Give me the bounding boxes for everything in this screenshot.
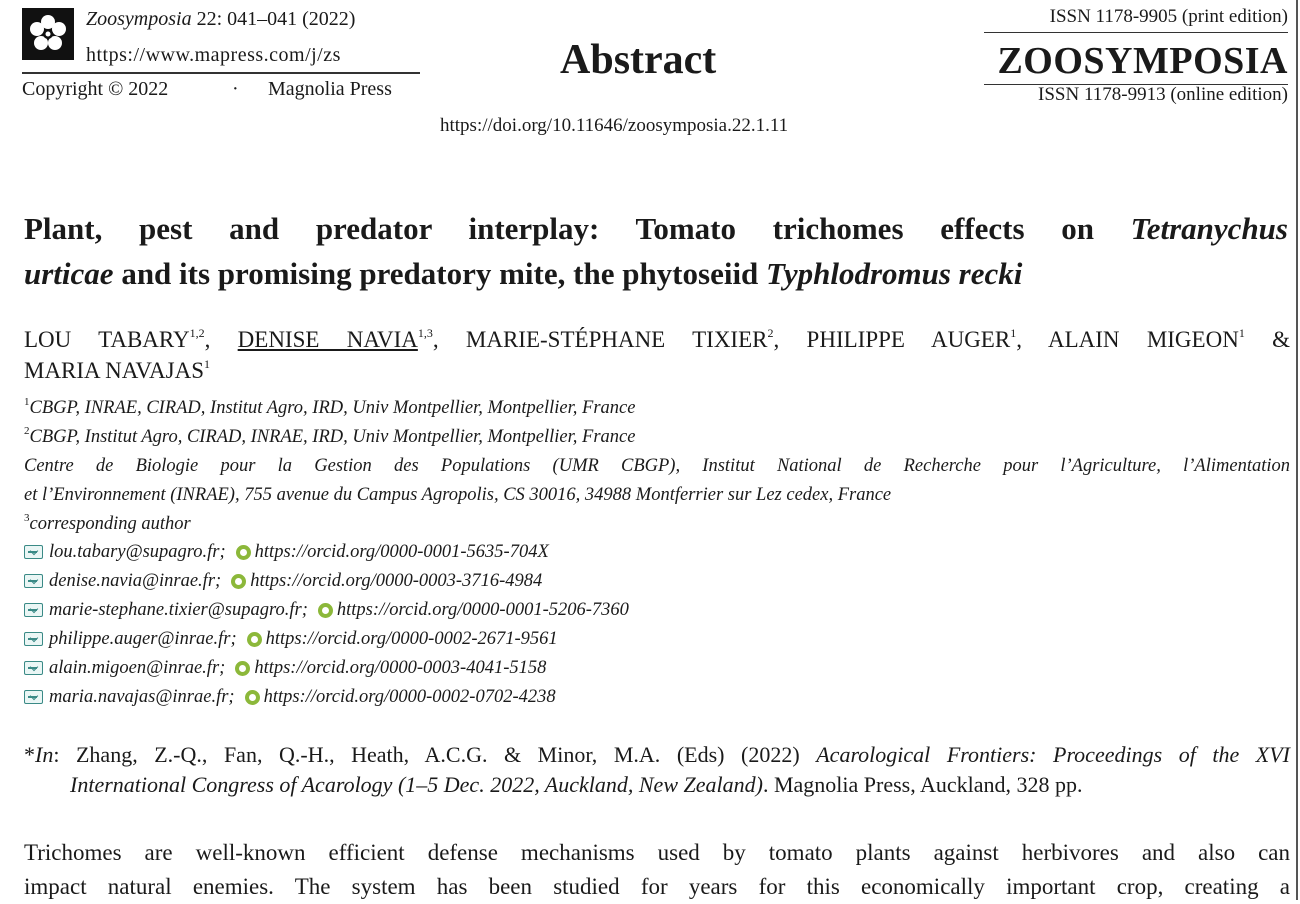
author-list (24, 324, 1290, 386)
issn-divider-top (984, 32, 1288, 33)
author-affiliation-mark: 1 (1010, 326, 1017, 340)
citation-book-title: Acarological Frontiers: Proceedings of the XVI (816, 742, 1290, 767)
author-separator: , (1016, 327, 1048, 352)
affiliation-mark: 1 (24, 396, 30, 408)
email-icon (24, 632, 43, 646)
title-species-3: Typhlodromus recki (766, 256, 1023, 291)
abstract-line: Trichomes are well-known efficient defense mechanisms used by tomato plants against herbivores and also can (24, 840, 1290, 865)
author-name: PHILIPPE AUGER (806, 327, 1011, 352)
flower-icon (22, 8, 74, 60)
orcid-link[interactable]: https://orcid.org/0000-0001-5206-7360 (336, 599, 629, 620)
header-divider (22, 72, 420, 74)
journal-brand: ZOOSYMPOSIA (997, 40, 1288, 82)
contact-row (24, 656, 546, 680)
orcid-link[interactable]: https://orcid.org/0000-0002-2671-9561 (265, 628, 558, 649)
citation-book-title-cont: International Congress of Acarology (1–5 Dec. 2022, Auckland, New Zealand) (70, 772, 763, 797)
citation-in-label: In (35, 742, 54, 767)
author-name: MARIE-STÉPHANE TIXIER (465, 327, 768, 352)
title-text-2: and its promising predatory mite, the phytoseiid (113, 256, 767, 291)
title-text-1: Plant, pest and predator interplay: Tomato trichomes effects on (24, 211, 1131, 246)
citation-prefix: * (24, 742, 35, 767)
section-label: Abstract (560, 37, 717, 83)
corresponding-text: corresponding author (29, 514, 191, 534)
citation-editors: : Zhang, Z.-Q., Fan, Q.-H., Heath, A.C.G. & Minor, M.A. (Eds) (2022) (53, 742, 817, 767)
email-icon (24, 690, 43, 704)
title-species-2: urticae (24, 256, 114, 291)
publisher-name: Magnolia Press (268, 78, 392, 100)
author-name: ALAIN MIGEON (1047, 327, 1239, 352)
email-link[interactable]: philippe.auger@inrae.fr; (49, 628, 237, 649)
author-separator: , (204, 327, 238, 352)
proceedings-citation-line2 (70, 772, 1083, 798)
author-separator: , (432, 327, 466, 352)
author-separator: , (773, 327, 807, 352)
affiliation-text: CBGP, INRAE, CIRAD, Institut Agro, IRD, Univ Montpellier, Montpellier, France (29, 398, 636, 418)
contact-row (24, 569, 542, 593)
page-edge (1296, 0, 1298, 900)
article-title (24, 206, 1288, 296)
contact-row (24, 598, 629, 622)
contact-row (24, 627, 558, 651)
journal-volume: 22: 041–041 (2022) (191, 8, 356, 30)
affiliation-2 (24, 423, 635, 452)
title-species-1: Tetranychus (1130, 211, 1288, 246)
abstract-line: impact natural enemies. The system has been studied for years for this economically important crop, creating a (24, 874, 1290, 899)
orcid-icon (318, 603, 333, 618)
header-separator: · (232, 78, 239, 100)
affiliation-text: CBGP, Institut Agro, CIRAD, INRAE, IRD, Univ Montpellier, Montpellier, France (29, 427, 636, 447)
issn-online: ISSN 1178-9913 (online edition) (1038, 84, 1288, 105)
abstract-body (24, 836, 1290, 904)
contact-row (24, 685, 556, 709)
affiliation-1 (24, 394, 635, 423)
author-separator: & (1244, 327, 1290, 352)
contact-row (24, 540, 549, 564)
orcid-link[interactable]: https://orcid.org/0000-0001-5635-704X (254, 541, 549, 562)
orcid-icon (245, 690, 260, 705)
journal-citation (86, 8, 355, 31)
author-name: MARIA NAVAJAS (24, 358, 205, 383)
corresponding-note (24, 510, 191, 539)
email-link[interactable]: lou.tabary@supagro.fr; (49, 541, 226, 562)
email-icon (24, 603, 43, 617)
orcid-icon (247, 632, 262, 647)
citation-publisher: . Magnolia Press, Auckland, 328 pp. (762, 772, 1083, 797)
orcid-icon (235, 661, 250, 676)
author-name-corresponding: DENISE NAVIA (237, 327, 418, 352)
copyright-text: Copyright © 2022 (22, 78, 169, 100)
author-affiliation-mark: 1,3 (417, 326, 433, 340)
affiliation-mark: 2 (24, 425, 30, 437)
email-icon (24, 661, 43, 675)
affiliation-centre-line2: et l’Environnement (INRAE), 755 avenue du Campus Agropolis, CS 30016, 34988 Montferrier sur Lez cedex, France (24, 485, 892, 505)
author-affiliation-mark: 1,2 (189, 326, 205, 340)
orcid-icon (231, 574, 246, 589)
journal-url-link[interactable]: https://www.mapress.com/j/zs (86, 44, 341, 66)
doi-link[interactable]: https://doi.org/10.11646/zoosymposia.22.1.11 (440, 115, 789, 136)
orcid-link[interactable]: https://orcid.org/0000-0003-3716-4984 (250, 570, 543, 591)
orcid-link[interactable]: https://orcid.org/0000-0003-4041-5158 (254, 657, 547, 678)
author-affiliation-mark: 1 (1238, 326, 1245, 340)
journal-logo (22, 8, 74, 60)
email-link[interactable]: marie-stephane.tixier@supagro.fr; (49, 599, 308, 620)
affiliation-mark: 3 (24, 512, 30, 524)
journal-name: Zoosymposia (86, 8, 192, 30)
affiliation-centre-line1: Centre de Biologie pour la Gestion des Populations (UMR CBGP), Institut National de Recherche pour l’Agriculture, l’Alimentation (24, 456, 1290, 476)
issn-print: ISSN 1178-9905 (print edition) (1049, 6, 1288, 27)
author-affiliation-mark: 1 (204, 357, 211, 371)
author-affiliation-mark: 2 (767, 326, 774, 340)
author-name: LOU TABARY (24, 327, 190, 352)
orcid-icon (236, 545, 251, 560)
email-link[interactable]: maria.navajas@inrae.fr; (49, 686, 235, 707)
email-icon (24, 545, 43, 559)
proceedings-citation-line1 (24, 742, 1290, 768)
email-icon (24, 574, 43, 588)
email-link[interactable]: alain.migoen@inrae.fr; (49, 657, 226, 678)
email-link[interactable]: denise.navia@inrae.fr; (49, 570, 222, 591)
orcid-link[interactable]: https://orcid.org/0000-0002-0702-4238 (263, 686, 556, 707)
